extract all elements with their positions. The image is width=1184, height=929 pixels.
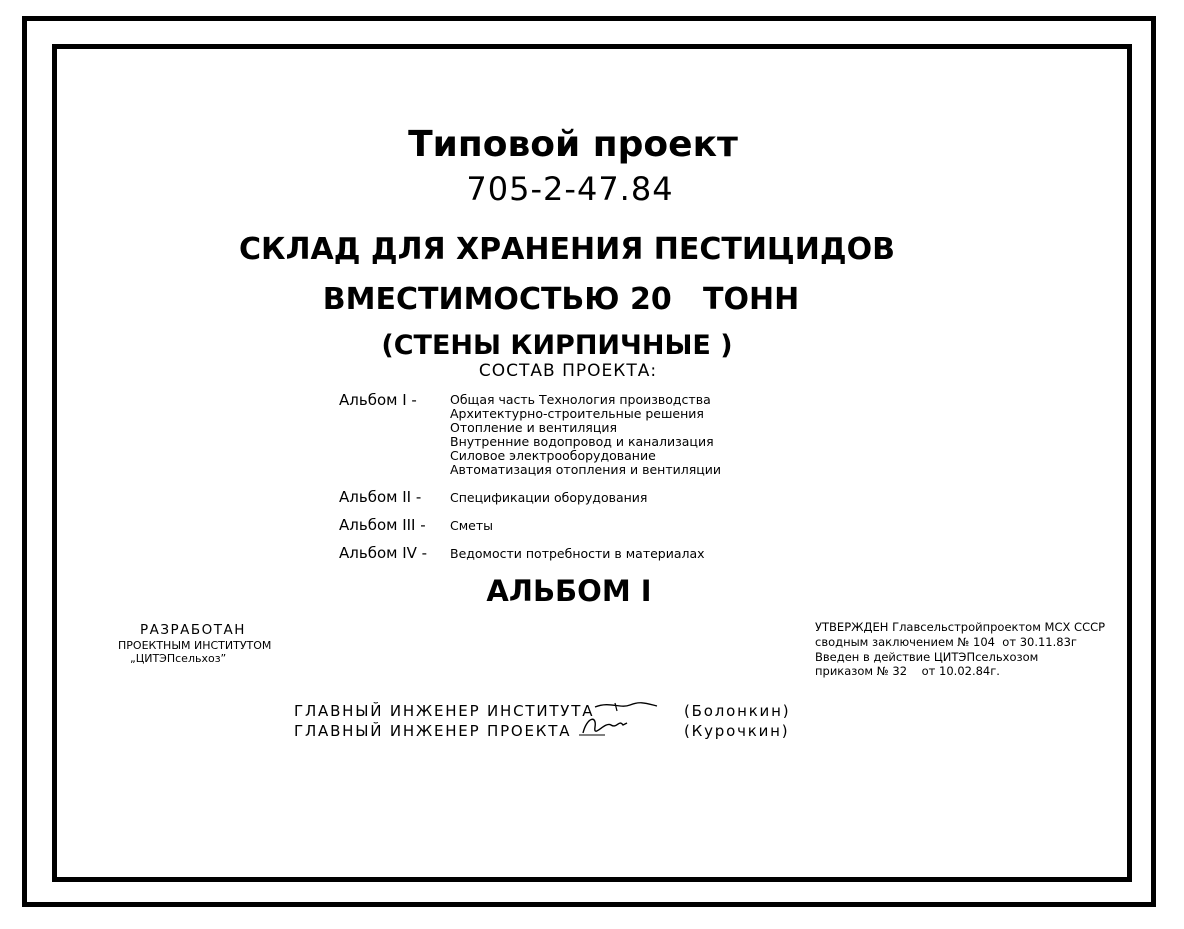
album-1-item: Автоматизация отопления и вентиляции [450,462,721,477]
album-1-label: Альбом I - [339,391,417,409]
approved-line4: приказом № 32 от 10.02.84г. [815,664,1000,679]
album-2-item: Спецификации оборудования [450,490,648,505]
album-4-label: Альбом IV - [339,544,428,562]
project-number: 705-2-47.84 [466,170,674,208]
album-title: АЛЬБОМ I [486,574,652,608]
developed-line3: „ЦИТЭПсельхоз” [130,652,227,665]
developed-block [118,622,278,665]
composition-heading: СОСТАВ ПРОЕКТА: [478,361,658,381]
album-1-item: Общая часть Технология производства [450,392,711,407]
document-title: Типовой проект [408,124,738,165]
project-name-line3: (СТЕНЫ КИРПИЧНЫЕ ) [381,330,733,361]
developed-line2: ПРОЕКТНЫМ ИНСТИТУТОМ [118,639,272,652]
signature-name-1: (Болонкин) [684,702,791,720]
approved-line3: Введен в действие ЦИТЭПсельхозом [815,649,1039,664]
album-2-label: Альбом II - [339,488,422,506]
approved-line1: УТВЕРЖДЕН Главсельстройпроектом МСХ СССР [815,620,1106,634]
signature-role-2: ГЛАВНЫЙ ИНЖЕНЕР ПРОЕКТА [294,722,572,740]
signature-scribble [575,695,665,745]
signature-role-1: ГЛАВНЫЙ ИНЖЕНЕР ИНСТИТУТА [294,702,595,720]
project-name-line2: ВМЕСТИМОСТЬЮ 20 ТОНН [322,282,800,317]
album-1-item: Внутренние водопровод и канализация [450,434,714,449]
album-4-item: Ведомости потребности в материалах [450,546,705,561]
approved-block [815,620,1105,679]
album-1-item: Силовое электрооборудование [450,448,656,463]
project-name-line1: СКЛАД ДЛЯ ХРАНЕНИЯ ПЕСТИЦИДОВ [239,232,895,267]
album-1-item: Архитектурно-строительные решения [450,406,704,421]
album-1-item: Отопление и вентиляция [450,420,617,435]
album-1-items [450,393,721,477]
developed-line1: РАЗРАБОТАН [140,622,246,638]
album-3-label: Альбом III - [339,516,426,534]
album-3-item: Сметы [450,518,493,533]
approved-line2: сводным заключением № 104 от 30.11.83г [815,634,1077,649]
signature-name-2: (Курочкин) [684,722,790,740]
